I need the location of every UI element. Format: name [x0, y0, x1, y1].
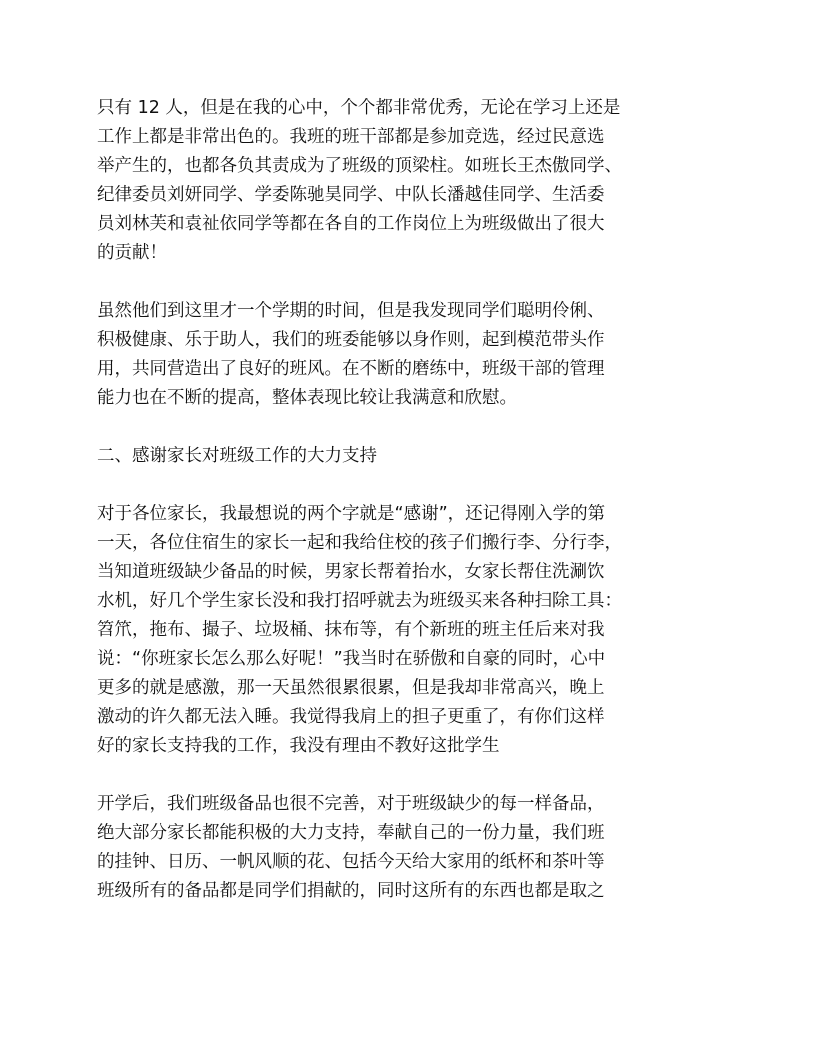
text-line: 笤笊，拖布、撮子、垃圾桶、抹布等，有个新班的班主任后来对我: [97, 620, 605, 640]
text-line: 用，共同营造出了良好的班风。在不断的磨练中，班级干部的管理: [97, 359, 605, 379]
text-line: 积极健康、乐于助人，我们的班委能够以身作则，起到模范带头作: [97, 330, 605, 350]
text-line: 的贡献！: [97, 243, 167, 263]
text-line: 班级所有的备品都是同学们捐献的，同时这所有的东西也都是取之: [97, 881, 605, 901]
text-line: 的挂钟、日历、一帆风顺的花、包括今天给大家用的纸杯和茶叶等: [97, 852, 605, 872]
document-page: [97, 94, 737, 935]
paragraph-class-supplies: [97, 790, 737, 906]
text-line: 当知道班级缺少备品的时候，男家长帮着抬水，女家长帮住洗涮饮: [97, 562, 605, 582]
text-line: 纪律委员刘妍同学、学委陈驰昊同学、中队长潘越佳同学、生活委: [97, 185, 605, 205]
paragraph-class-spirit: [97, 297, 737, 413]
text-line: 开学后，我们班级备品也很不完善，对于班级缺少的每一样备品，: [97, 794, 605, 814]
text-line: 员刘林芙和袁祉依同学等都在各自的工作岗位上为班级做出了很大: [97, 214, 605, 234]
paragraph-class-cadres: [97, 94, 737, 268]
text-line: 一天，各位住宿生的家长一起和我给住校的孩子们搬行李、分行李，: [97, 533, 622, 553]
text-line: 更多的就是感激，那一天虽然很累很累，但是我却非常高兴，晚上: [97, 678, 605, 698]
paragraph-thank-parents: [97, 500, 737, 761]
text-line: 只有 12 人，但是在我的心中，个个都非常优秀，无论在学习上还是: [97, 98, 621, 118]
text-line: 说：“你班家长怎么那么好呢！”我当时在骄傲和自豪的同时，心中: [97, 649, 606, 669]
text-line: 虽然他们到这里才一个学期的时间，但是我发现同学们聪明伶俐、: [97, 301, 605, 321]
text-line: 水机，好几个学生家长没和我打招呼就去为班级买来各种扫除工具：: [97, 591, 622, 611]
section-heading: 二、感谢家长对班级工作的大力支持: [97, 446, 377, 466]
text-line: 工作上都是非常出色的。我班的班干部都是参加竞选，经过民意选: [97, 127, 605, 147]
text-line: 举产生的，也都各负其责成为了班级的顶梁柱。如班长王杰傲同学、: [97, 156, 622, 176]
text-line: 绝大部分家长都能积极的大力支持，奉献自己的一份力量，我们班: [97, 823, 605, 843]
text-line: 激动的许久都无法入睡。我觉得我肩上的担子更重了，有你们这样: [97, 707, 605, 727]
text-line: 能力也在不断的提高，整体表现比较让我满意和欣慰。: [97, 388, 517, 408]
text-line: 对于各位家长，我最想说的两个字就是“感谢”，还记得刚入学的第: [97, 504, 606, 524]
text-line: 好的家长支持我的工作，我没有理由不教好这批学生: [97, 736, 500, 756]
